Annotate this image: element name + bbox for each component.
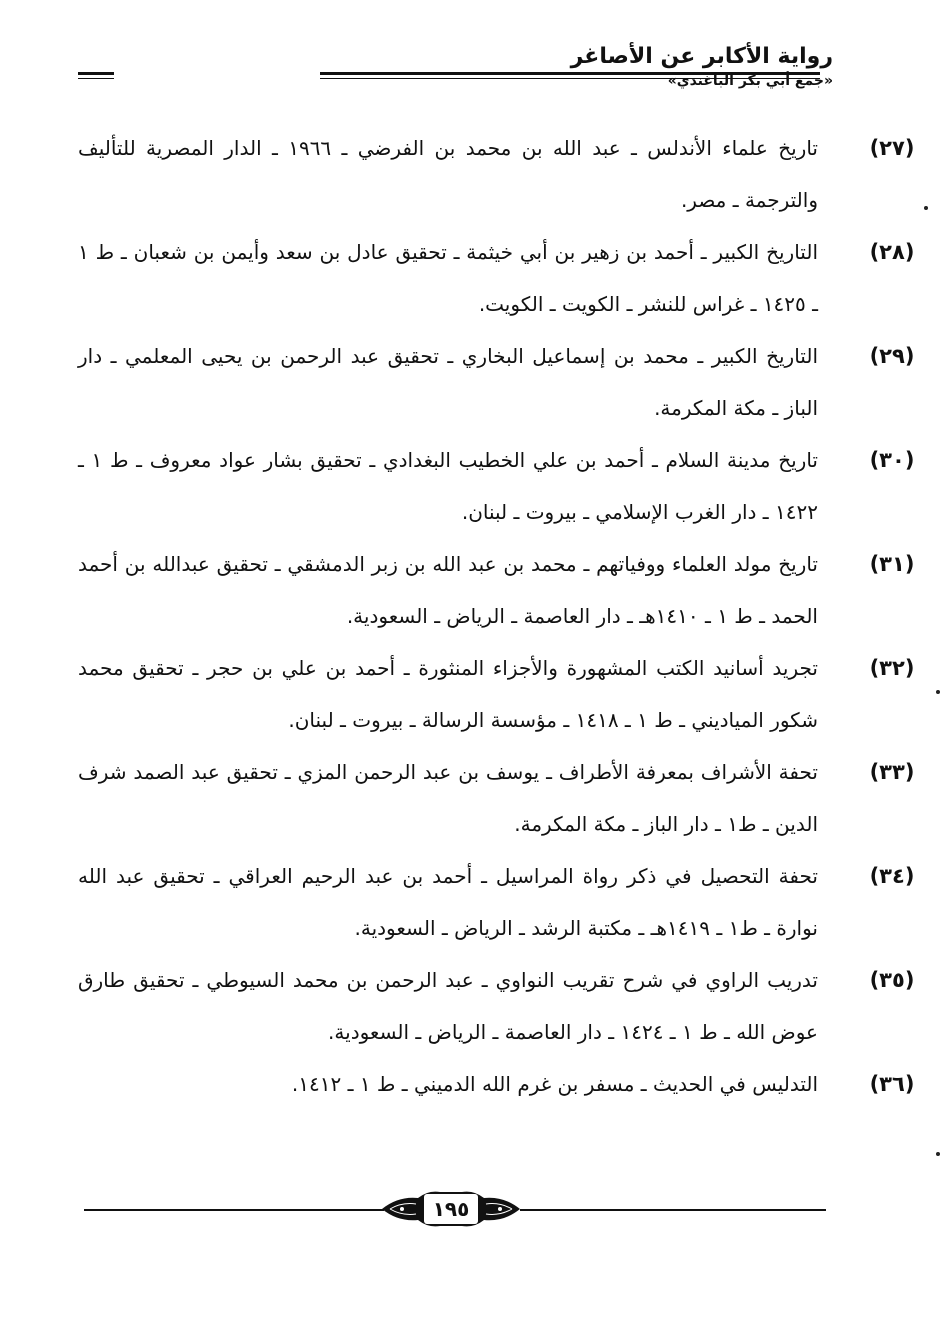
bibliography-entry (78, 850, 915, 954)
entry-number: (٣٥) (869, 968, 915, 992)
entry-text: تحفة الأشراف بمعرفة الأطراف ـ يوسف بن عبد الرحمن المزي ـ تحقيق عبد الصمد شرف الدين ـ ط١ ـ دار الباز ـ مكة المكرمة. (78, 760, 818, 836)
page-number: ١٩٥ (432, 1197, 470, 1221)
entry-text: التدليس في الحديث ـ مسفر بن غرم الله الدميني ـ ط ١ ـ ١٤١٢. (291, 1072, 818, 1096)
header-rule (320, 72, 820, 75)
entry-text: تاريخ مولد العلماء ووفياتهم ـ محمد بن عبد الله بن زبر الدمشقي ـ تحقيق عبدالله بن أحمد الحمد ـ ط ١ ـ ١٤١٠هـ ـ دار العاصمة ـ الرياض ـ السعودية. (78, 552, 818, 628)
bibliography-entry (78, 1058, 915, 1110)
margin-speck (936, 1152, 940, 1156)
header-rule-thin (320, 78, 820, 79)
entry-number: (٢٧) (869, 136, 915, 160)
entry-number: (٣٣) (869, 760, 915, 784)
header-subtitle: «جمع أبي بكر الباغندي» (667, 73, 833, 89)
footer-rule-left (84, 1209, 384, 1211)
entry-text: التاريخ الكبير ـ أحمد بن زهير بن أبي خيثمة ـ تحقيق عادل بن سعد وأيمن بن شعبان ـ ط ١ ـ ١٤٢٥ ـ غراس للنشر ـ الكويت ـ الكويت. (78, 240, 818, 316)
header-title: رواية الأكابر عن الأصاغر (570, 44, 833, 69)
bibliography-list (78, 122, 915, 1110)
entry-number: (٣٤) (869, 864, 915, 888)
entry-text: تدريب الراوي في شرح تقريب النواوي ـ عبد الرحمن بن محمد السيوطي ـ تحقيق طارق عوض الله ـ ط ١ ـ ١٤٢٤ ـ دار العاصمة ـ الرياض ـ السعودية. (78, 968, 818, 1044)
margin-speck (936, 690, 940, 694)
bibliography-entry (78, 746, 915, 850)
entry-text: تاريخ علماء الأندلس ـ عبد الله بن محمد بن الفرضي ـ ١٩٦٦ ـ الدار المصرية للتأليف والترجمة ـ مصر. (78, 136, 818, 212)
header-rule-short-thin (78, 78, 114, 79)
bibliography-entry (78, 538, 915, 642)
entry-number: (٣٠) (869, 448, 915, 472)
entry-number: (٣١) (869, 552, 915, 576)
entry-text: تاريخ مدينة السلام ـ أحمد بن علي الخطيب البغدادي ـ تحقيق بشار عواد معروف ـ ط ١ ـ ١٤٢٢ ـ دار الغرب الإسلامي ـ بيروت ـ لبنان. (78, 448, 818, 524)
running-header (570, 44, 833, 90)
entry-number: (٣٦) (869, 1072, 915, 1096)
entry-number: (٢٨) (869, 240, 915, 264)
header-rule-short (78, 72, 114, 75)
bibliography-entry (78, 330, 915, 434)
bibliography-entry (78, 642, 915, 746)
margin-speck (924, 206, 928, 210)
footer-rule-right (520, 1209, 826, 1211)
entry-text: تجريد أسانيد الكتب المشهورة والأجزاء المنثورة ـ أحمد بن علي بن حجر ـ تحقيق محمد شكور المياديني ـ ط ١ ـ ١٤١٨ ـ مؤسسة الرسالة ـ بيروت ـ لبنان. (78, 656, 818, 732)
bibliography-entry (78, 434, 915, 538)
entry-text: تحفة التحصيل في ذكر رواة المراسيل ـ أحمد بن عبد الرحيم العراقي ـ تحقيق عبد الله نوارة ـ ط١ ـ ١٤١٩هـ ـ مكتبة الرشد ـ الرياض ـ السعودية. (78, 864, 818, 940)
entry-number: (٣٢) (869, 656, 915, 680)
entry-number: (٢٩) (869, 344, 915, 368)
bibliography-entry (78, 226, 915, 330)
entry-text: التاريخ الكبير ـ محمد بن إسماعيل البخاري ـ تحقيق عبد الرحمن بن يحيى المعلمي ـ دار الباز ـ مكة المكرمة. (78, 344, 818, 420)
bibliography-entry (78, 122, 915, 226)
bibliography-entry (78, 954, 915, 1058)
